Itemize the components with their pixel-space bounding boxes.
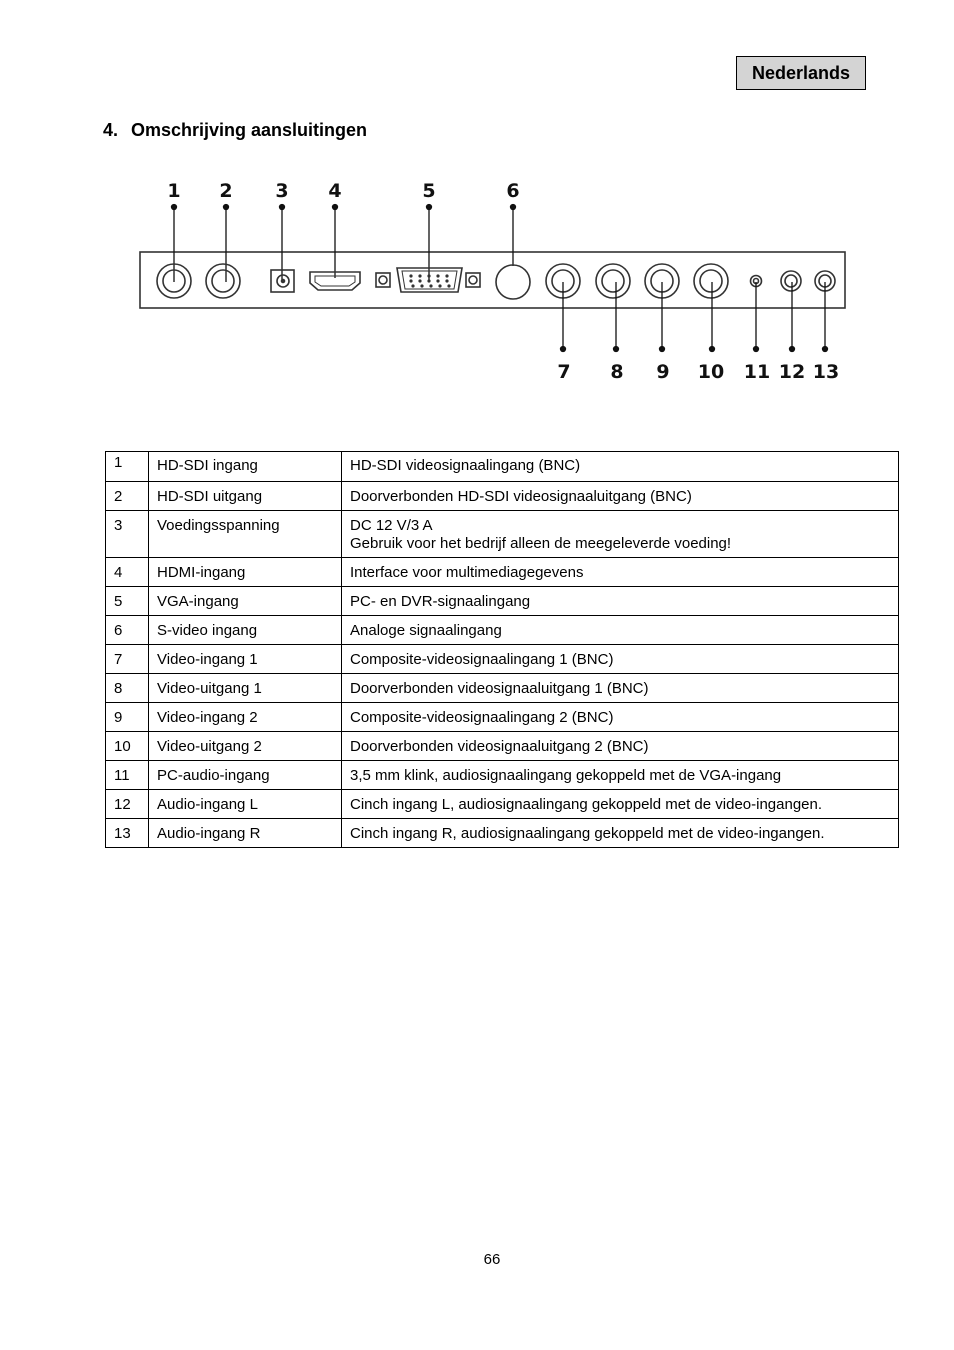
table-row <box>106 452 899 482</box>
connection-description: Doorverbonden videosignaaluitgang 2 (BNC) <box>342 732 899 761</box>
connection-name: PC-audio-ingang <box>149 761 342 790</box>
connection-name: VGA-ingang <box>149 587 342 616</box>
table-row <box>106 511 899 558</box>
connection-name: HDMI-ingang <box>149 558 342 587</box>
callout-label-13: 13 <box>812 361 840 383</box>
connections-table <box>105 451 899 848</box>
row-number: 4 <box>106 558 149 587</box>
callout-label-4: 4 <box>328 180 342 202</box>
connection-description: Cinch ingang L, audiosignaalingang gekoppeld met de video-ingangen. <box>342 790 899 819</box>
row-number: 11 <box>106 761 149 790</box>
section-title-text: Omschrijving aansluitingen <box>131 120 368 140</box>
table-row <box>106 819 899 848</box>
connection-description: Interface voor multimediagegevens <box>342 558 899 587</box>
row-number: 1 <box>106 452 149 482</box>
table-row <box>106 790 899 819</box>
connection-name: HD-SDI ingang <box>149 452 342 482</box>
table-row <box>106 674 899 703</box>
row-number: 6 <box>106 616 149 645</box>
connection-name: S-video ingang <box>149 616 342 645</box>
row-number: 12 <box>106 790 149 819</box>
connection-description: PC- en DVR-signaalingang <box>342 587 899 616</box>
connection-name: Video-uitgang 1 <box>149 674 342 703</box>
callout-label-6: 6 <box>506 180 520 202</box>
callout-label-10: 10 <box>697 361 725 383</box>
connection-description: Composite-videosignaalingang 1 (BNC) <box>342 645 899 674</box>
table-row <box>106 482 899 511</box>
connection-name: Audio-ingang R <box>149 819 342 848</box>
connection-description: Doorverbonden videosignaaluitgang 1 (BNC) <box>342 674 899 703</box>
connection-name: Voedingsspanning <box>149 511 342 558</box>
table-row <box>106 558 899 587</box>
connection-name: Video-ingang 1 <box>149 645 342 674</box>
connection-name: Video-uitgang 2 <box>149 732 342 761</box>
callout-label-12: 12 <box>778 361 806 383</box>
row-number: 8 <box>106 674 149 703</box>
rear-panel-outline <box>140 252 845 308</box>
row-number: 7 <box>106 645 149 674</box>
table-row <box>106 616 899 645</box>
callout-label-7: 7 <box>557 361 571 383</box>
row-number: 3 <box>106 511 149 558</box>
table-row <box>106 761 899 790</box>
description-line-1: DC 12 V/3 A <box>350 517 433 534</box>
connection-description: Doorverbonden HD-SDI videosignaaluitgang (BNC) <box>342 482 899 511</box>
table-row <box>106 732 899 761</box>
description-line-2: Gebruik voor het bedrijf alleen de meegeleverde voeding! <box>350 535 732 552</box>
connection-description: Composite-videosignaalingang 2 (BNC) <box>342 703 899 732</box>
callout-label-2: 2 <box>219 180 233 202</box>
row-number: 13 <box>106 819 149 848</box>
row-number: 10 <box>106 732 149 761</box>
table-row <box>106 645 899 674</box>
section-number: 4. <box>103 120 119 140</box>
table-row <box>106 703 899 732</box>
callout-label-3: 3 <box>275 180 289 202</box>
row-number: 5 <box>106 587 149 616</box>
callout-label-11: 11 <box>743 361 771 383</box>
connection-name: HD-SDI uitgang <box>149 482 342 511</box>
row-number: 2 <box>106 482 149 511</box>
row-number: 9 <box>106 703 149 732</box>
page-number: 66 <box>483 1251 501 1268</box>
connection-name: Video-ingang 2 <box>149 703 342 732</box>
connection-name: Audio-ingang L <box>149 790 342 819</box>
connection-description: HD-SDI videosignaalingang (BNC) <box>342 452 899 482</box>
callout-label-5: 5 <box>422 180 436 202</box>
connection-description: 3,5 mm klink, audiosignaalingang gekoppeld met de VGA-ingang <box>342 761 899 790</box>
callout-label-9: 9 <box>656 361 670 383</box>
connection-description: Analoge signaalingang <box>342 616 899 645</box>
connection-description: Cinch ingang R, audiosignaalingang gekoppeld met de video-ingangen. <box>342 819 899 848</box>
language-badge: Nederlands <box>736 56 866 90</box>
connector-panel-diagram <box>0 0 954 400</box>
table-row <box>106 587 899 616</box>
callout-label-8: 8 <box>610 361 624 383</box>
connection-description <box>342 511 899 558</box>
callout-label-1: 1 <box>167 180 181 202</box>
